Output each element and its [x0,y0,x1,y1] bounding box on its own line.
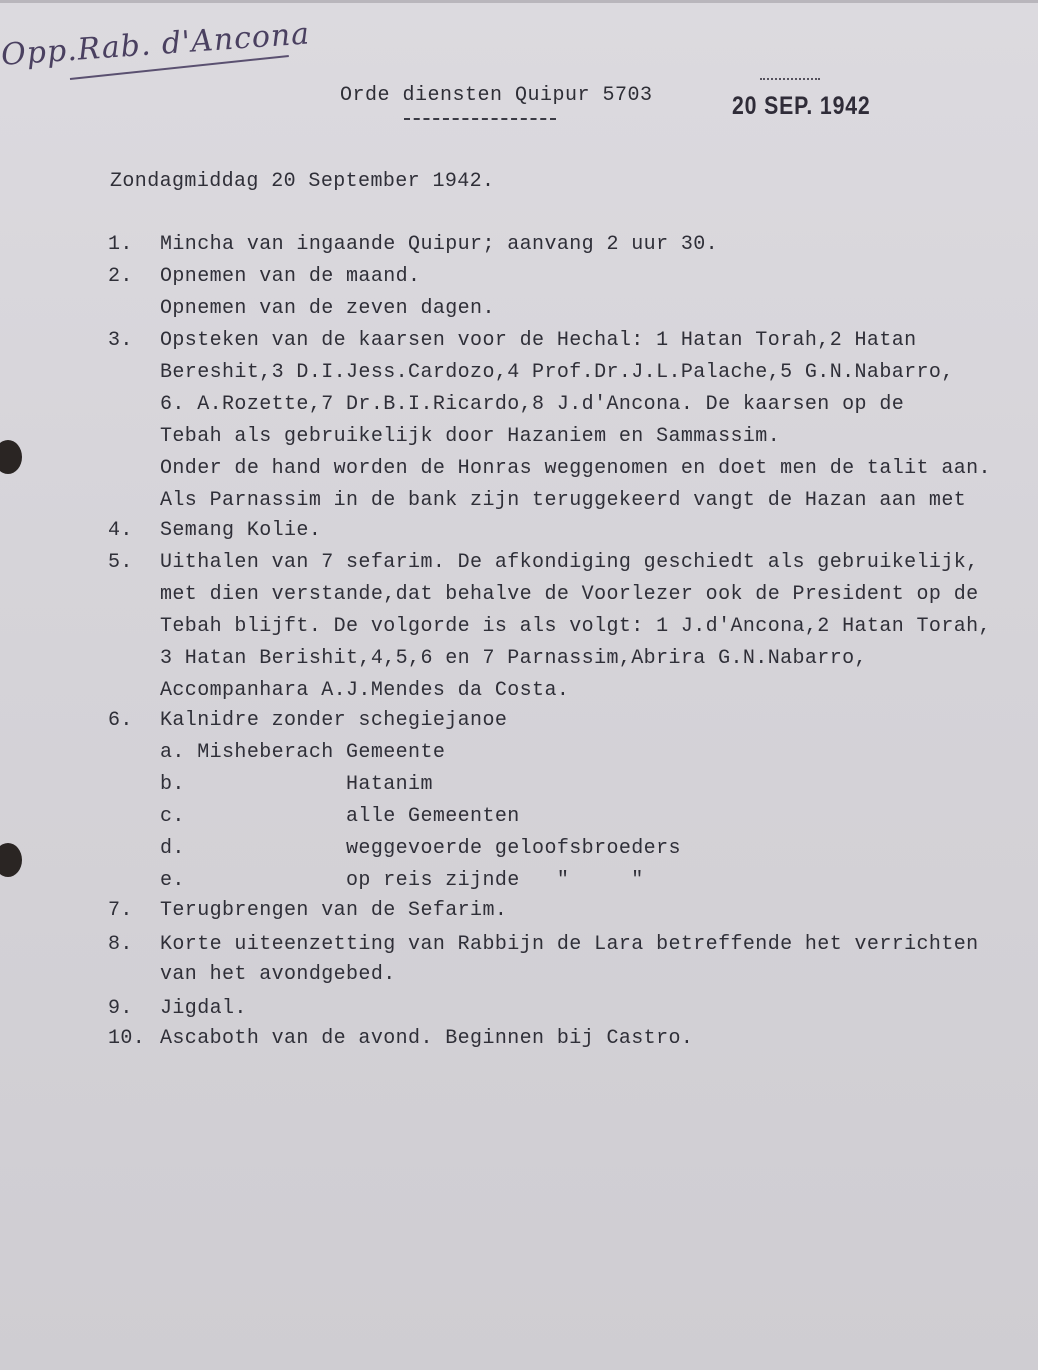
item-text: Terugbrengen van de Sefarim. [160,899,508,922]
item-text: Jigdal. [160,997,247,1020]
item-text: b. Hatanim [160,773,433,796]
paper-edge [0,0,1038,3]
item-number: 6. [108,709,133,732]
item-text: Ascaboth van de avond. Beginnen bij Castro. [160,1027,694,1050]
item-text: Onder de hand worden de Honras weggenomen en doet men de talit aan. [160,457,991,480]
item-number: 4. [108,519,133,542]
item-text: e. op reis zijnde " " [160,869,644,892]
handwritten-note: Opp.Rab. d'Ancona [0,16,312,73]
stamp-marks [760,78,820,86]
item-number: 1. [108,233,133,256]
item-text: van het avondgebed. [160,963,396,986]
item-text: a. Misheberach Gemeente [160,741,446,764]
title-underline [404,118,556,120]
item-text: Opsteken van de kaarsen voor de Hechal: 1 Hatan Torah,2 Hatan [160,329,917,352]
punch-hole-top [0,440,22,474]
item-text: Als Parnassim in de bank zijn teruggekeerd vangt de Hazan aan met [160,489,967,512]
item-text: Semang Kolie. [160,519,322,542]
item-number: 5. [108,551,133,574]
item-text: Opnemen van de zeven dagen. [160,297,495,320]
item-number: 8. [108,933,133,956]
item-text: Opnemen van de maand. [160,265,421,288]
item-text: met dien verstande,dat behalve de Voorlezer ook de President op de [160,583,979,606]
item-text: d. weggevoerde geloofsbroeders [160,837,681,860]
item-text: Tebah als gebruikelijk door Hazaniem en Sammassim. [160,425,781,448]
item-text: Kalnidre zonder schegiejanoe [160,709,508,732]
item-number: 7. [108,899,133,922]
document-title: Orde diensten Quipur 5703 [340,84,653,107]
item-text: c. alle Gemeenten [160,805,520,828]
item-text: Uithalen van 7 sefarim. De afkondiging geschiedt als gebruikelijk, [160,551,979,574]
item-number: 3. [108,329,133,352]
item-number: 10. [108,1027,146,1050]
item-text: Korte uiteenzetting van Rabbijn de Lara betreffende het verrichten [160,933,979,956]
item-number: 2. [108,265,133,288]
item-text: Mincha van ingaande Quipur; aanvang 2 uur 30. [160,233,719,256]
date-line: Zondagmiddag 20 September 1942. [110,170,495,193]
item-number: 9. [108,997,133,1020]
item-text: Tebah blijft. De volgorde is als volgt: 1 J.d'Ancona,2 Hatan Torah, [160,615,991,638]
item-text: Bereshit,3 D.I.Jess.Cardozo,4 Prof.Dr.J.L.Palache,5 G.N.Nabarro, [160,361,954,384]
item-text: 3 Hatan Berishit,4,5,6 en 7 Parnassim,Abrira G.N.Nabarro, [160,647,867,670]
item-text: Accompanhara A.J.Mendes da Costa. [160,679,570,702]
punch-hole-bottom [0,843,22,877]
date-stamp: 20 SEP. 1942 [732,92,871,120]
item-text: 6. A.Rozette,7 Dr.B.I.Ricardo,8 J.d'Ancona. De kaarsen op de [160,393,905,416]
